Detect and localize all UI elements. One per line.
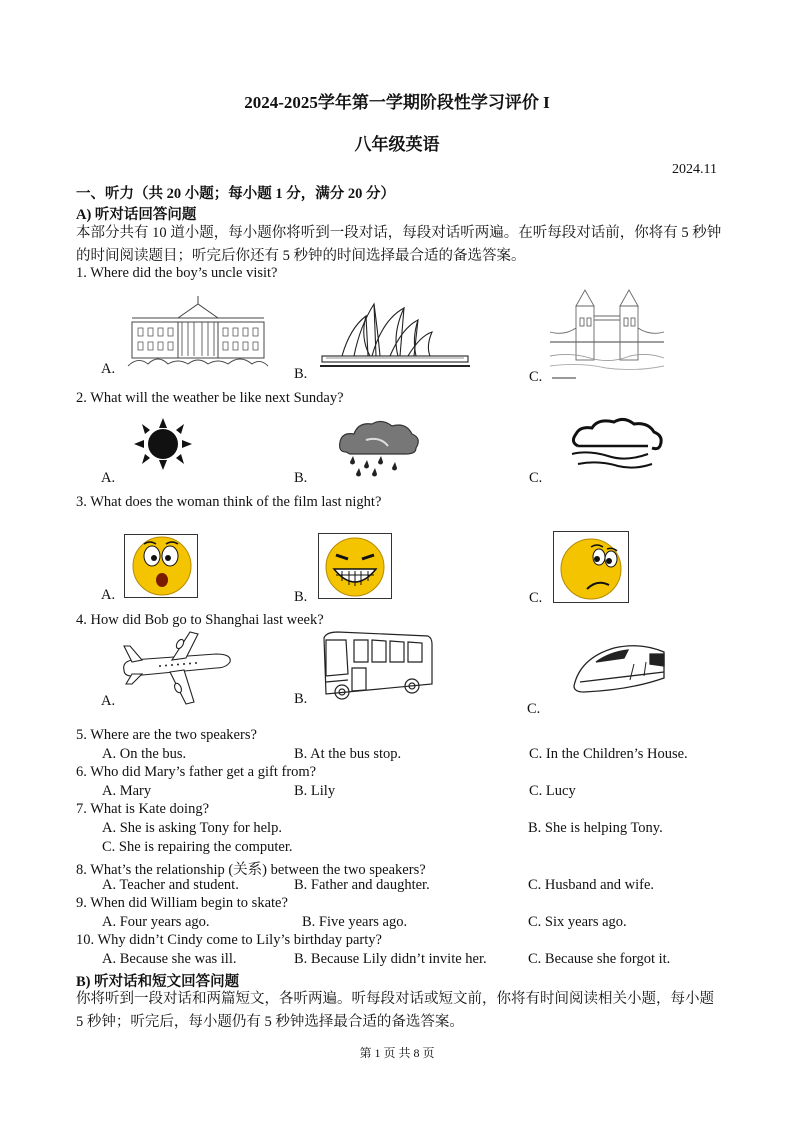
question-1: 1. Where did the boy’s uncle visit? [76, 265, 278, 281]
q5-option-a: A. On the bus. [102, 746, 187, 762]
q10-option-a: A. Because she was ill. [102, 951, 237, 967]
white-house-icon [128, 296, 268, 368]
sydney-opera-house-icon [320, 298, 470, 372]
q4-option-a: A. [101, 693, 116, 709]
question-4: 4. How did Bob go to Shanghai last week? [76, 612, 324, 628]
q10-option-c: C. Because she forgot it. [528, 951, 671, 967]
surprised-face-icon [124, 534, 198, 598]
question-2: 2. What will the weather be like next Sunday? [76, 390, 344, 406]
q6-option-b: B. Lily [294, 783, 336, 799]
windy-cloud-icon [568, 418, 666, 474]
section-b-heading: B) 听对话和短文回答问题 [76, 974, 240, 990]
bus-icon [318, 632, 434, 702]
q5-option-b: B. At the bus stop. [294, 746, 402, 762]
sun-icon [132, 418, 194, 470]
part1-heading: 一、听力（共 20 小题；每小题 1 分，满分 20 分） [76, 186, 395, 202]
q8-option-a: A. Teacher and student. [102, 877, 239, 893]
q8-option-b: B. Father and daughter. [294, 877, 430, 893]
page-number: 第 1 页 共 8 页 [359, 1046, 435, 1060]
high-speed-train-icon [570, 636, 666, 696]
q4-option-b: B. [294, 691, 308, 707]
q7-option-a: A. She is asking Tony for help. [102, 820, 282, 836]
q3-option-c: C. [529, 590, 543, 606]
grinning-face-icon [318, 533, 392, 599]
worried-face-icon [553, 531, 629, 603]
q2-option-c: C. [529, 470, 543, 486]
q9-option-a: A. Four years ago. [102, 914, 210, 930]
q9-option-b: B. Five years ago. [302, 914, 408, 930]
question-8: 8. What’s the relationship (关系) between the two speakers? [76, 862, 426, 878]
section-a-intro: 本部分共有 10 道小题，每小题你将听到一段对话，每段对话听两遍。在听每段对话前，你将有 5 秒钟的时间阅读题目；听完后你还有 5 秒钟的时间选择最合适的备选答案。 [76, 225, 722, 264]
q7-option-b: B. She is helping Tony. [528, 820, 663, 836]
q2-option-a: A. [101, 470, 116, 486]
q1-option-a: A. [101, 361, 116, 377]
document-date: 2024.11 [672, 162, 717, 177]
question-10: 10. Why didn’t Cindy come to Lily’s birthday party? [76, 932, 382, 948]
q6-option-c: C. Lucy [529, 783, 576, 799]
q5-option-c: C. In the Children’s House. [529, 746, 688, 762]
q3-option-b: B. [294, 589, 308, 605]
question-9: 9. When did William begin to skate? [76, 895, 288, 911]
question-6: 6. Who did Mary’s father get a gift from? [76, 764, 317, 780]
question-3: 3. What does the woman think of the film last night? [76, 494, 382, 510]
section-b-intro: 你将听到一段对话和两篇短文，各听两遍。听每段对话或短文前，你将有时间阅读相关小题，每小题 5 秒钟；听完后，每小题仍有 5 秒钟选择最合适的备选答案。 [76, 991, 714, 1030]
tower-bridge-icon [550, 286, 664, 382]
q8-option-c: C. Husband and wife. [528, 877, 655, 893]
q2-option-b: B. [294, 470, 308, 486]
document-subtitle: 八年级英语 [354, 135, 440, 154]
q9-option-c: C. Six years ago. [528, 914, 627, 930]
q1-option-b: B. [294, 366, 308, 382]
q1-option-c: C. [529, 369, 543, 385]
question-5: 5. Where are the two speakers? [76, 727, 257, 743]
rain-cloud-icon [336, 418, 422, 476]
q10-option-b: B. Because Lily didn’t invite her. [294, 951, 487, 967]
q4-option-c: C. [527, 701, 541, 717]
q7-option-c: C. She is repairing the computer. [102, 839, 293, 855]
q3-option-a: A. [101, 587, 116, 603]
q6-option-a: A. Mary [102, 783, 152, 799]
section-a-heading: A) 听对话回答问题 [76, 207, 197, 223]
question-7: 7. What is Kate doing? [76, 801, 210, 817]
document-title: 2024-2025学年第一学期阶段性学习评价 I [244, 93, 550, 112]
airplane-icon [120, 630, 234, 706]
